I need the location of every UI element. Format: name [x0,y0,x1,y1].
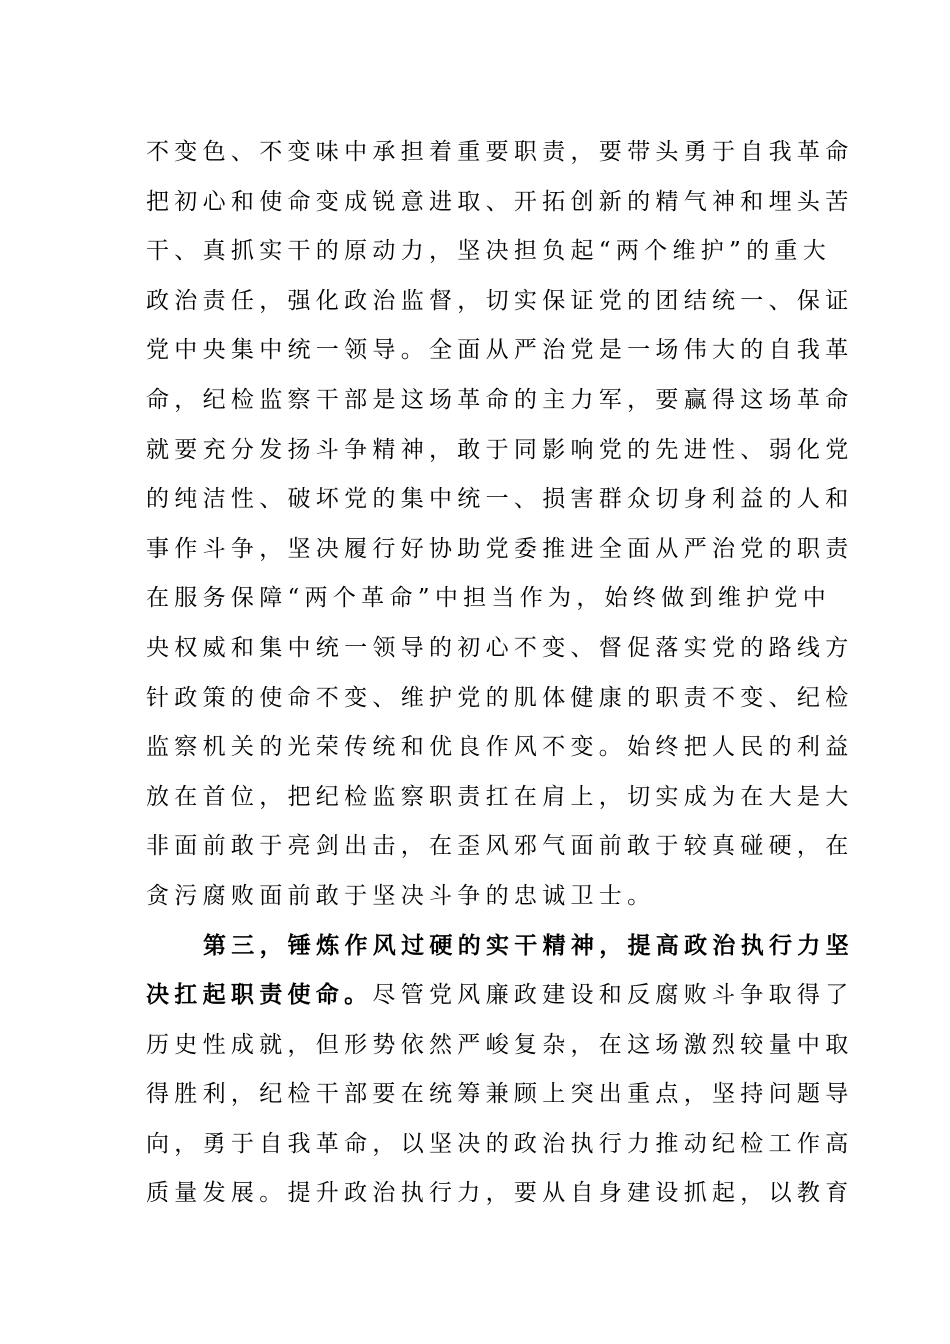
text-line: 命，纪检监察干部是这场革命的主力军，要赢得这场革命 [146,386,854,413]
text-line: 在服务保障“两个革命”中担当作为，始终做到维护党中 [146,585,832,612]
text-line: 向，勇于自我革命，以坚决的政治执行力推动纪检工作高 [146,1130,854,1157]
text-line: 事作斗争，坚决履行好协助党委推进全面从严治党的职责 [146,535,854,562]
text-line: 非面前敢于亮剑出击，在歪风邪气面前敢于较真碰硬，在 [146,833,854,860]
section-heading: 第三，锤炼作风过硬的实干精神，提高政治执行力坚 [203,932,854,959]
text-line: 党中央集中统一领导。全面从严治党是一场伟大的自我革 [146,337,854,364]
section-heading-end: 决扛起职责使命。 [146,982,373,1009]
text-line: 的纯洁性、破坏党的集中统一、损害群众切身利益的人和 [146,486,854,513]
text-line: 央权威和集中统一领导的初心不变、督促落实党的路线方 [146,634,854,661]
text-line: 监察机关的光荣传统和优良作风不变。始终把人民的利益 [146,734,854,761]
text-line: 贪污腐败面前敢于坚决斗争的忠诚卫士。 [146,882,656,909]
text-run: 尽管党风廉政建设和反腐败斗争取得了 [372,982,854,1009]
document-body [146,128,854,1219]
text-line: 质量发展。提升政治执行力，要从自身建设抓起，以教育 [146,1180,854,1207]
section-heading-line [146,922,854,972]
text-line [146,971,854,1021]
text-line: 就要充分发扬斗争精神，敢于同影响党的先进性、弱化党 [146,436,854,463]
text-line: 不变色、不变味中承担着重要职责，要带头勇于自我革命 [146,139,854,165]
text-line: 得胜利，纪检干部要在统筹兼顾上突出重点，坚持问题导 [146,1081,854,1108]
text-line: 历史性成就，但形势依然严峻复杂，在这场激烈较量中取 [146,1031,854,1058]
text-line: 把初心和使命变成锐意进取、开拓创新的精气神和埋头苦 [146,188,854,215]
text-line: 放在首位，把纪检监察职责扛在肩上，切实成为在大是大 [146,783,854,810]
text-line: 政治责任，强化政治监督，切实保证党的团结统一、保证 [146,287,854,314]
text-line: 干、真抓实干的原动力，坚决担负起“两个维护”的重大 [146,238,832,265]
text-line: 针政策的使命不变、维护党的肌体健康的职责不变、纪检 [146,684,854,711]
